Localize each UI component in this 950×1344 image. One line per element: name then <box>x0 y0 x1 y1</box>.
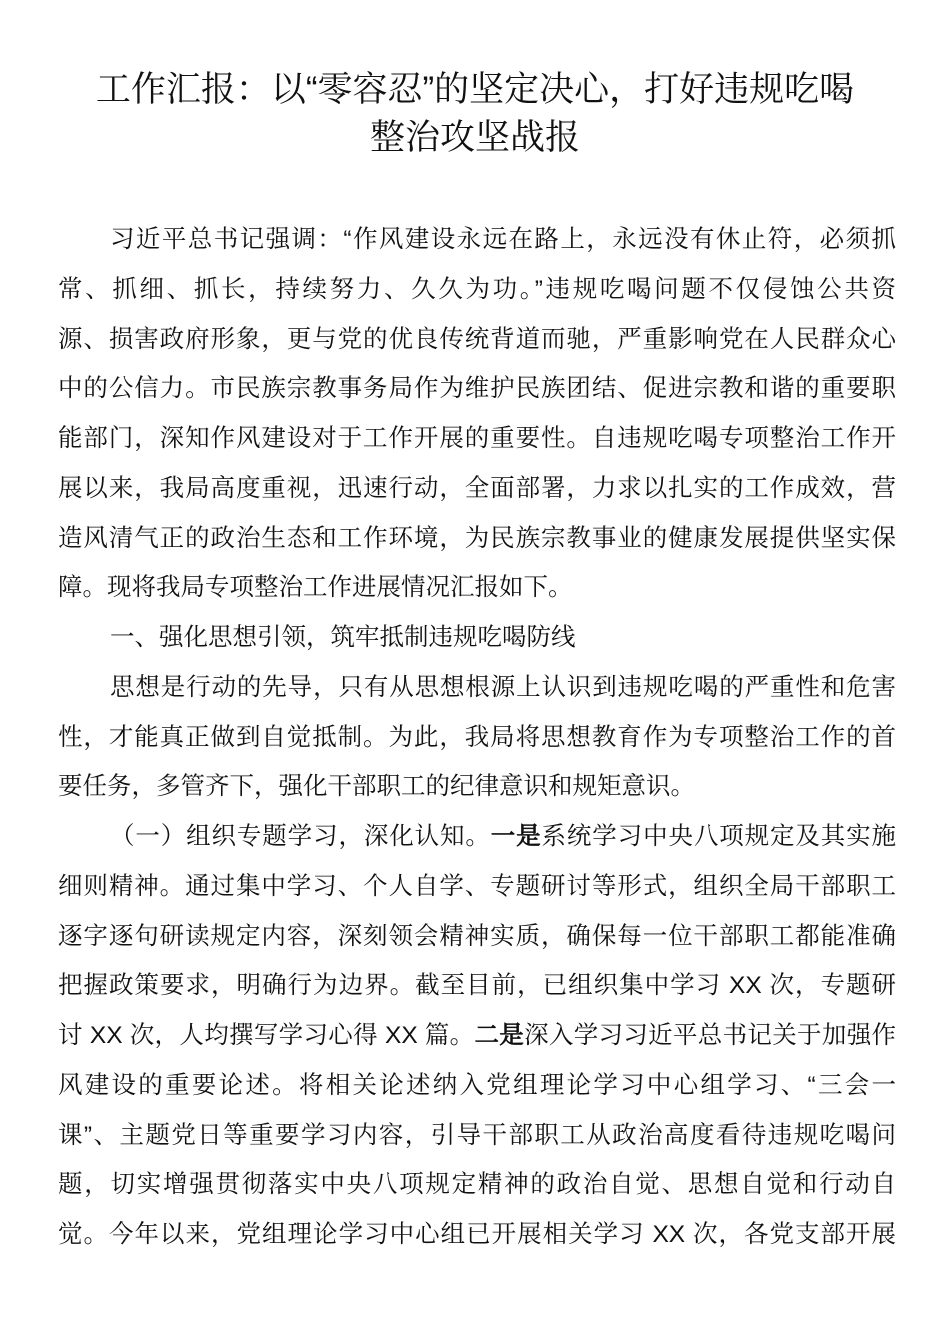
paragraph-line: 思想是行动的先导，只有从思想根源上认识到违规吃喝的严重性和危害 <box>110 673 896 701</box>
paragraph-line: 习近平总书记强调：“作风建设永远在路上，永远没有休止符，必须抓 <box>110 226 896 253</box>
subsection-heading: （一）组织专题学习，深化认知。 <box>110 823 491 850</box>
title-line: 工作汇报：以“零容忍”的坚定决心，打好违规吃喝 <box>95 70 855 109</box>
bold-marker: 二是 <box>474 1022 525 1049</box>
paragraph-line: 题，切实增强贯彻落实中央八项规定精神的政治自觉、思想自觉和行动自 <box>58 1171 896 1199</box>
line-text: 系统学习中央八项规定及其实施 <box>541 823 897 850</box>
section-heading: 一、强化思想引领，筑牢抵制违规吃喝防线 <box>110 624 576 651</box>
paragraph-line: 中的公信力。市民族宗教事务局作为维护民族团结、促进宗教和谐的重要职 <box>58 375 896 403</box>
paragraph-line: 展以来，我局高度重视，迅速行动，全面部署，力求以扎实的工作成效，营 <box>58 474 896 502</box>
paragraph-line: 常、抓细、抓长，持续努力、久久为功。”违规吃喝问题不仅侵蚀公共资 <box>58 275 896 303</box>
paragraph-line <box>58 1011 896 1061</box>
title-line: 整治攻坚战报 <box>369 118 580 157</box>
document-body <box>58 215 896 1260</box>
paragraph-line <box>58 812 896 862</box>
paragraph-line: 把握政策要求，明确行为边界。截至目前，已组织集中学习 XX 次，专题研 <box>58 972 896 1000</box>
line-text: 深入学习习近平总书记关于加强作 <box>524 1022 897 1049</box>
bold-marker: 一是 <box>490 823 542 850</box>
paragraph-line: 障。现将我局专项整治工作进展情况汇报如下。 <box>58 574 573 602</box>
paragraph-line: 源、损害政府形象，更与党的优良传统背道而驰，严重影响党在人民群众心 <box>58 325 896 353</box>
paragraph-line: 造风清气正的政治生态和工作环境，为民族宗教事业的健康发展提供坚实保 <box>58 524 896 552</box>
paragraph-line: 课”、主题党日等重要学习内容，引导干部职工从政治高度看待违规吃喝问 <box>58 1121 896 1149</box>
paragraph-line: 觉。今年以来，党组理论学习中心组已开展相关学习 XX 次，各党支部开展 <box>58 1221 896 1248</box>
subsection-paragraph <box>58 812 896 1260</box>
section-paragraph <box>58 663 896 812</box>
document-title <box>0 66 950 162</box>
intro-paragraph <box>58 215 896 613</box>
paragraph-line: 细则精神。通过集中学习、个人自学、专题研讨等形式，组织全局干部职工 <box>58 872 896 900</box>
paragraph-line: 要任务，多管齐下，强化干部职工的纪律意识和规矩意识。 <box>58 773 695 801</box>
paragraph-line: 风建设的重要论述。将相关论述纳入党组理论学习中心组学习、“三会一 <box>58 1071 896 1099</box>
paragraph-line: 能部门，深知作风建设对于工作开展的重要性。自违规吃喝专项整治工作开 <box>58 425 896 452</box>
paragraph-line: 逐字逐句研读规定内容，深刻领会精神实质，确保每一位干部职工都能准确 <box>58 922 896 950</box>
paragraph-line: 性，才能真正做到自觉抵制。为此，我局将思想教育作为专项整治工作的首 <box>58 723 896 751</box>
line-text: 讨 XX 次，人均撰写学习心得 XX 篇。 <box>58 1022 475 1049</box>
